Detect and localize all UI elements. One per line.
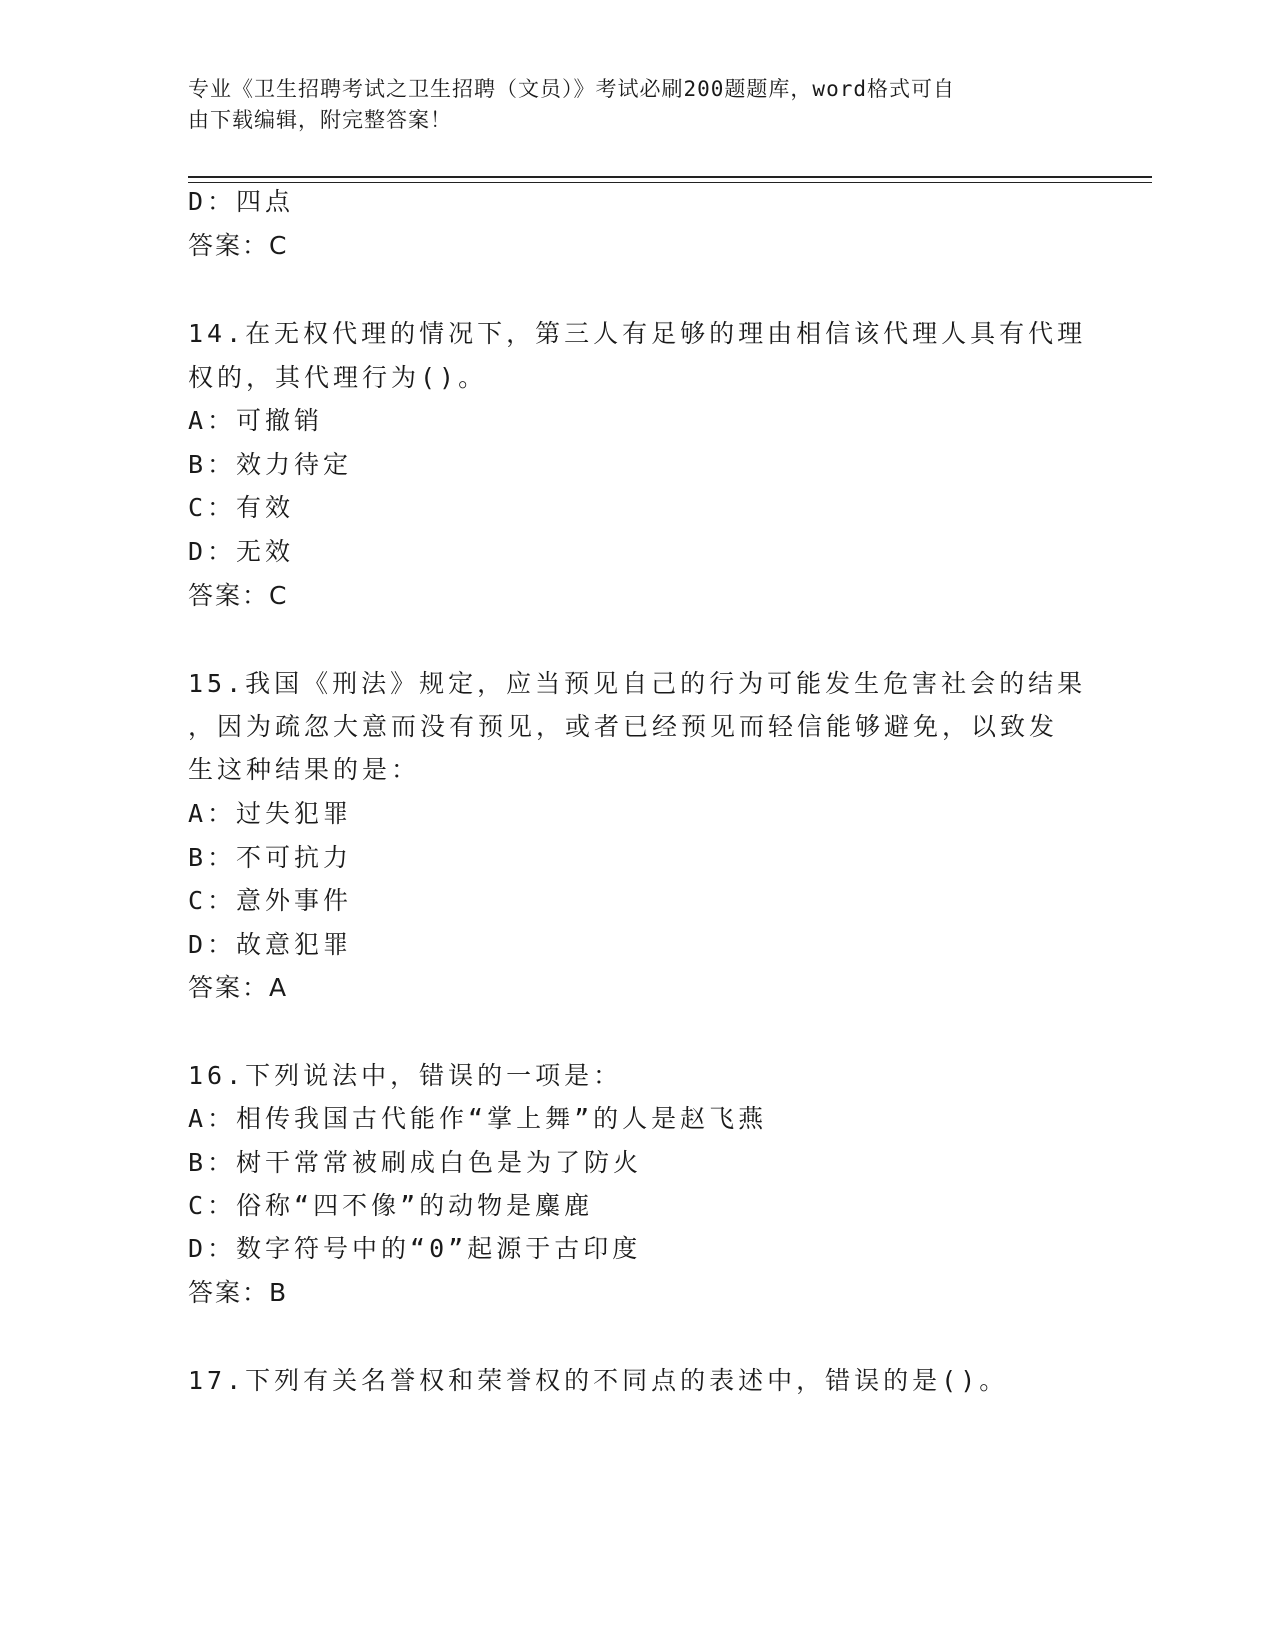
q14-stem-line-2: 权的，其代理行为()。 bbox=[188, 363, 488, 392]
q16-option-a: A：相传我国古代能作“掌上舞”的人是赵飞燕 bbox=[188, 1104, 768, 1133]
q15-stem-line-1: 15.我国《刑法》规定，应当预见自己的行为可能发生危害社会的结果 bbox=[188, 669, 1087, 698]
q14-stem-line-1: 14.在无权代理的情况下，第三人有足够的理由相信该代理人具有代理 bbox=[188, 319, 1087, 348]
q16-answer: 答案：B bbox=[188, 1278, 289, 1307]
q16-option-d: D：数字符号中的“0”起源于古印度 bbox=[188, 1234, 642, 1263]
q15-answer: 答案：A bbox=[188, 973, 289, 1002]
header-rule-thin bbox=[188, 182, 1152, 183]
q15-option-c: C：意外事件 bbox=[188, 886, 353, 915]
q14-answer: 答案：C bbox=[188, 581, 289, 610]
q16-option-b: B：树干常常被刷成白色是为了防火 bbox=[188, 1148, 643, 1177]
q16-option-c: C：俗称“四不像”的动物是麋鹿 bbox=[188, 1191, 594, 1220]
prev-answer: 答案：C bbox=[188, 231, 289, 260]
q14-option-b: B：效力待定 bbox=[188, 450, 353, 479]
header-line-1: 专业《卫生招聘考试之卫生招聘（文员）》考试必刷200题题库，word格式可自 bbox=[188, 77, 955, 101]
q15-option-a: A：过失犯罪 bbox=[188, 799, 353, 828]
header-line-2: 由下载编辑，附完整答案！ bbox=[188, 108, 452, 132]
q16-stem-line-1: 16.下列说法中，错误的一项是： bbox=[188, 1061, 623, 1090]
q14-option-a: A：可撤销 bbox=[188, 406, 324, 435]
q14-option-c: C：有效 bbox=[188, 493, 295, 522]
prev-option-d: D：四点 bbox=[188, 187, 295, 216]
q15-stem-line-3: 生这种结果的是： bbox=[188, 755, 421, 784]
q15-stem-line-2: ，因为疏忽大意而没有预见，或者已经预见而轻信能够避免，以致发 bbox=[188, 712, 1059, 741]
q14-option-d: D：无效 bbox=[188, 537, 295, 566]
q15-option-d: D：故意犯罪 bbox=[188, 930, 353, 959]
header-rule-thick bbox=[188, 176, 1152, 178]
q15-option-b: B：不可抗力 bbox=[188, 843, 353, 872]
q17-stem-line-1: 17.下列有关名誉权和荣誉权的不同点的表述中，错误的是()。 bbox=[188, 1366, 1009, 1395]
header-text bbox=[188, 74, 1088, 136]
